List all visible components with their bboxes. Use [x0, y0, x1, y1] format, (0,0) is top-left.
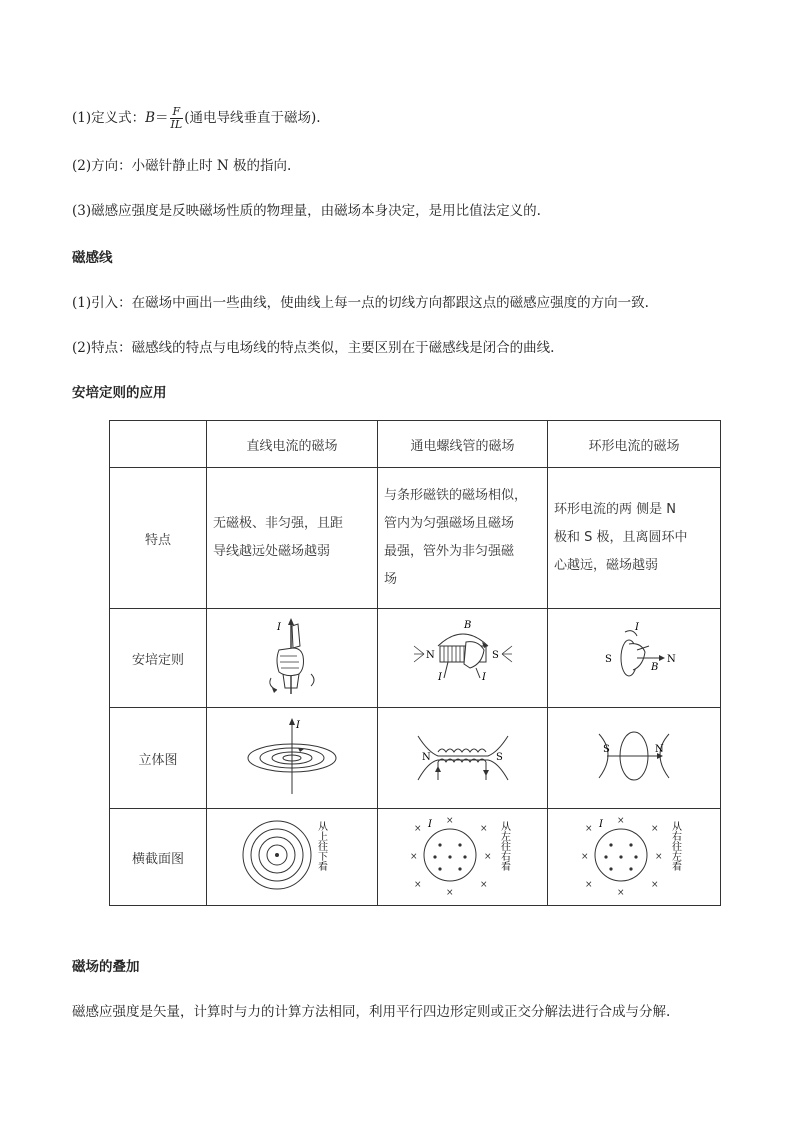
- view-direction-note: 从上往下看: [315, 821, 327, 871]
- hand-straight-wire-diagram: [207, 609, 378, 708]
- svg-text:×: ×: [655, 852, 663, 862]
- label-current: I: [635, 622, 639, 633]
- straight-wire-3d-diagram: [207, 708, 378, 809]
- formula-var-b: B: [145, 110, 156, 126]
- heading-ampere-rule: 安培定则的应用: [72, 385, 167, 401]
- svg-text:×: ×: [483, 852, 492, 862]
- svg-text:×: ×: [445, 888, 454, 895]
- feature-text-line: 管内为匀强磁场且磁场: [384, 516, 515, 531]
- label-north: N: [425, 650, 435, 661]
- hand-loop-diagram: [548, 609, 721, 708]
- svg-text:×: ×: [413, 880, 422, 890]
- loop-cross-section-icon: [579, 815, 689, 895]
- formula-equals: ＝: [155, 110, 169, 126]
- solenoid-cross-section: [378, 809, 548, 906]
- svg-text:×: ×: [585, 880, 593, 890]
- label-field: B: [651, 662, 659, 673]
- loop-field-lines-icon: [589, 716, 679, 796]
- view-direction-note: 从右往左看: [669, 821, 681, 871]
- right-hand-grip-loop-icon: [589, 616, 679, 696]
- feature-text-line: 导线越远处磁场越弱: [213, 544, 331, 559]
- feature-text-line: 环形电流的两 侧是 N: [554, 502, 676, 517]
- superposition-text: 磁感应强度是矢量，计算时与力的计算方法相同，利用平行四边形定则或正交分解法进行合成与分解.: [72, 1004, 671, 1020]
- feature-straight-current: [207, 468, 378, 609]
- loop-3d-diagram: [548, 708, 721, 809]
- concentric-field-ellipses-icon: [242, 716, 342, 796]
- label-current: I: [437, 672, 442, 683]
- right-hand-grip-wire-icon: [247, 616, 337, 696]
- label-current: I: [277, 622, 281, 633]
- table-header-row: [110, 421, 721, 468]
- header-loop-current: 环形电流的磁场: [548, 421, 721, 468]
- ampere-rule-table: [109, 420, 721, 906]
- header-solenoid: 通电螺线管的磁场: [378, 421, 548, 468]
- property-line: (3)磁感应强度是反映磁场性质的物理量，由磁场本身决定，是用比值法定义的.: [72, 203, 541, 219]
- view-direction-note: 从左往右看: [498, 821, 509, 871]
- svg-text:×: ×: [651, 824, 659, 834]
- definition-prefix: (1)定义式：: [72, 110, 146, 126]
- svg-text:×: ×: [413, 824, 422, 834]
- hand-solenoid-diagram: [378, 609, 548, 708]
- header-empty-cell: [110, 421, 207, 468]
- straight-wire-cross-section: [207, 809, 378, 906]
- svg-text:×: ×: [409, 852, 418, 862]
- formula-fraction: [170, 106, 184, 131]
- label-current: I: [427, 819, 432, 830]
- definition-suffix: (通电导线垂直于磁场).: [184, 110, 321, 126]
- svg-text:×: ×: [617, 888, 625, 895]
- header-straight-current: 直线电流的磁场: [207, 421, 378, 468]
- feature-text-line: 与条形磁铁的磁场相似，: [384, 488, 528, 503]
- row-label-features: 特点: [110, 468, 207, 609]
- feature-text-line: 心越远，磁场越弱: [554, 558, 659, 573]
- table-row-ampere-rule: [110, 609, 721, 708]
- right-hand-grip-solenoid-icon: [408, 616, 518, 696]
- table-row-cross-section: [110, 809, 721, 906]
- label-north: N: [421, 752, 431, 763]
- label-current: I: [599, 819, 603, 830]
- svg-text:×: ×: [585, 824, 593, 834]
- loop-cross-section: [548, 809, 721, 906]
- field-lines-feature: (2)特点：磁感线的特点与电场线的特点类似，主要区别在于磁感线是闭合的曲线.: [72, 340, 555, 356]
- svg-text:×: ×: [445, 816, 454, 826]
- heading-field-superposition: 磁场的叠加: [72, 959, 140, 975]
- svg-text:×: ×: [617, 816, 625, 826]
- feature-loop-current: [548, 468, 721, 609]
- label-north: N: [655, 744, 664, 755]
- label-field: B: [463, 620, 471, 631]
- label-north: N: [667, 654, 676, 665]
- feature-text-line: 无磁极、非匀强，且距: [213, 516, 344, 531]
- label-current: I: [481, 672, 486, 683]
- direction-line: (2)方向：小磁针静止时 N 极的指向.: [72, 158, 292, 174]
- label-current: I: [296, 720, 300, 731]
- row-label-ampere-rule: 安培定则: [110, 609, 207, 708]
- feature-text-line: 场: [384, 572, 398, 587]
- svg-text:×: ×: [581, 852, 589, 862]
- concentric-circles-icon: [237, 815, 347, 895]
- table-row-features: [110, 468, 721, 609]
- fraction-numerator: F: [170, 106, 184, 119]
- field-lines-intro: (1)引入：在磁场中画出一些曲线，使曲线上每一点的切线方向都跟这点的磁感应强度的方向一致.: [72, 295, 649, 311]
- fraction-denominator: IL: [170, 118, 183, 131]
- solenoid-field-lines-icon: [408, 716, 518, 796]
- feature-text-line: 极和 S 极，且离圆环中: [554, 530, 688, 545]
- row-label-cross-section: 横截面图: [110, 809, 207, 906]
- label-south: S: [491, 650, 499, 661]
- svg-text:×: ×: [479, 824, 488, 834]
- svg-text:×: ×: [651, 880, 659, 890]
- feature-solenoid: [378, 468, 548, 609]
- solenoid-cross-section-icon: [408, 815, 518, 895]
- solenoid-3d-diagram: [378, 708, 548, 809]
- label-south: S: [495, 752, 503, 763]
- label-south: S: [603, 744, 610, 755]
- feature-text-line: 最强，管外为非匀强磁: [384, 544, 515, 559]
- label-south: S: [605, 654, 612, 665]
- heading-magnetic-field-lines: 磁感线: [72, 250, 113, 266]
- table-row-3d-view: [110, 708, 721, 809]
- svg-text:×: ×: [479, 880, 488, 890]
- row-label-3d-view: 立体图: [110, 708, 207, 809]
- definition-formula-line: [72, 106, 321, 131]
